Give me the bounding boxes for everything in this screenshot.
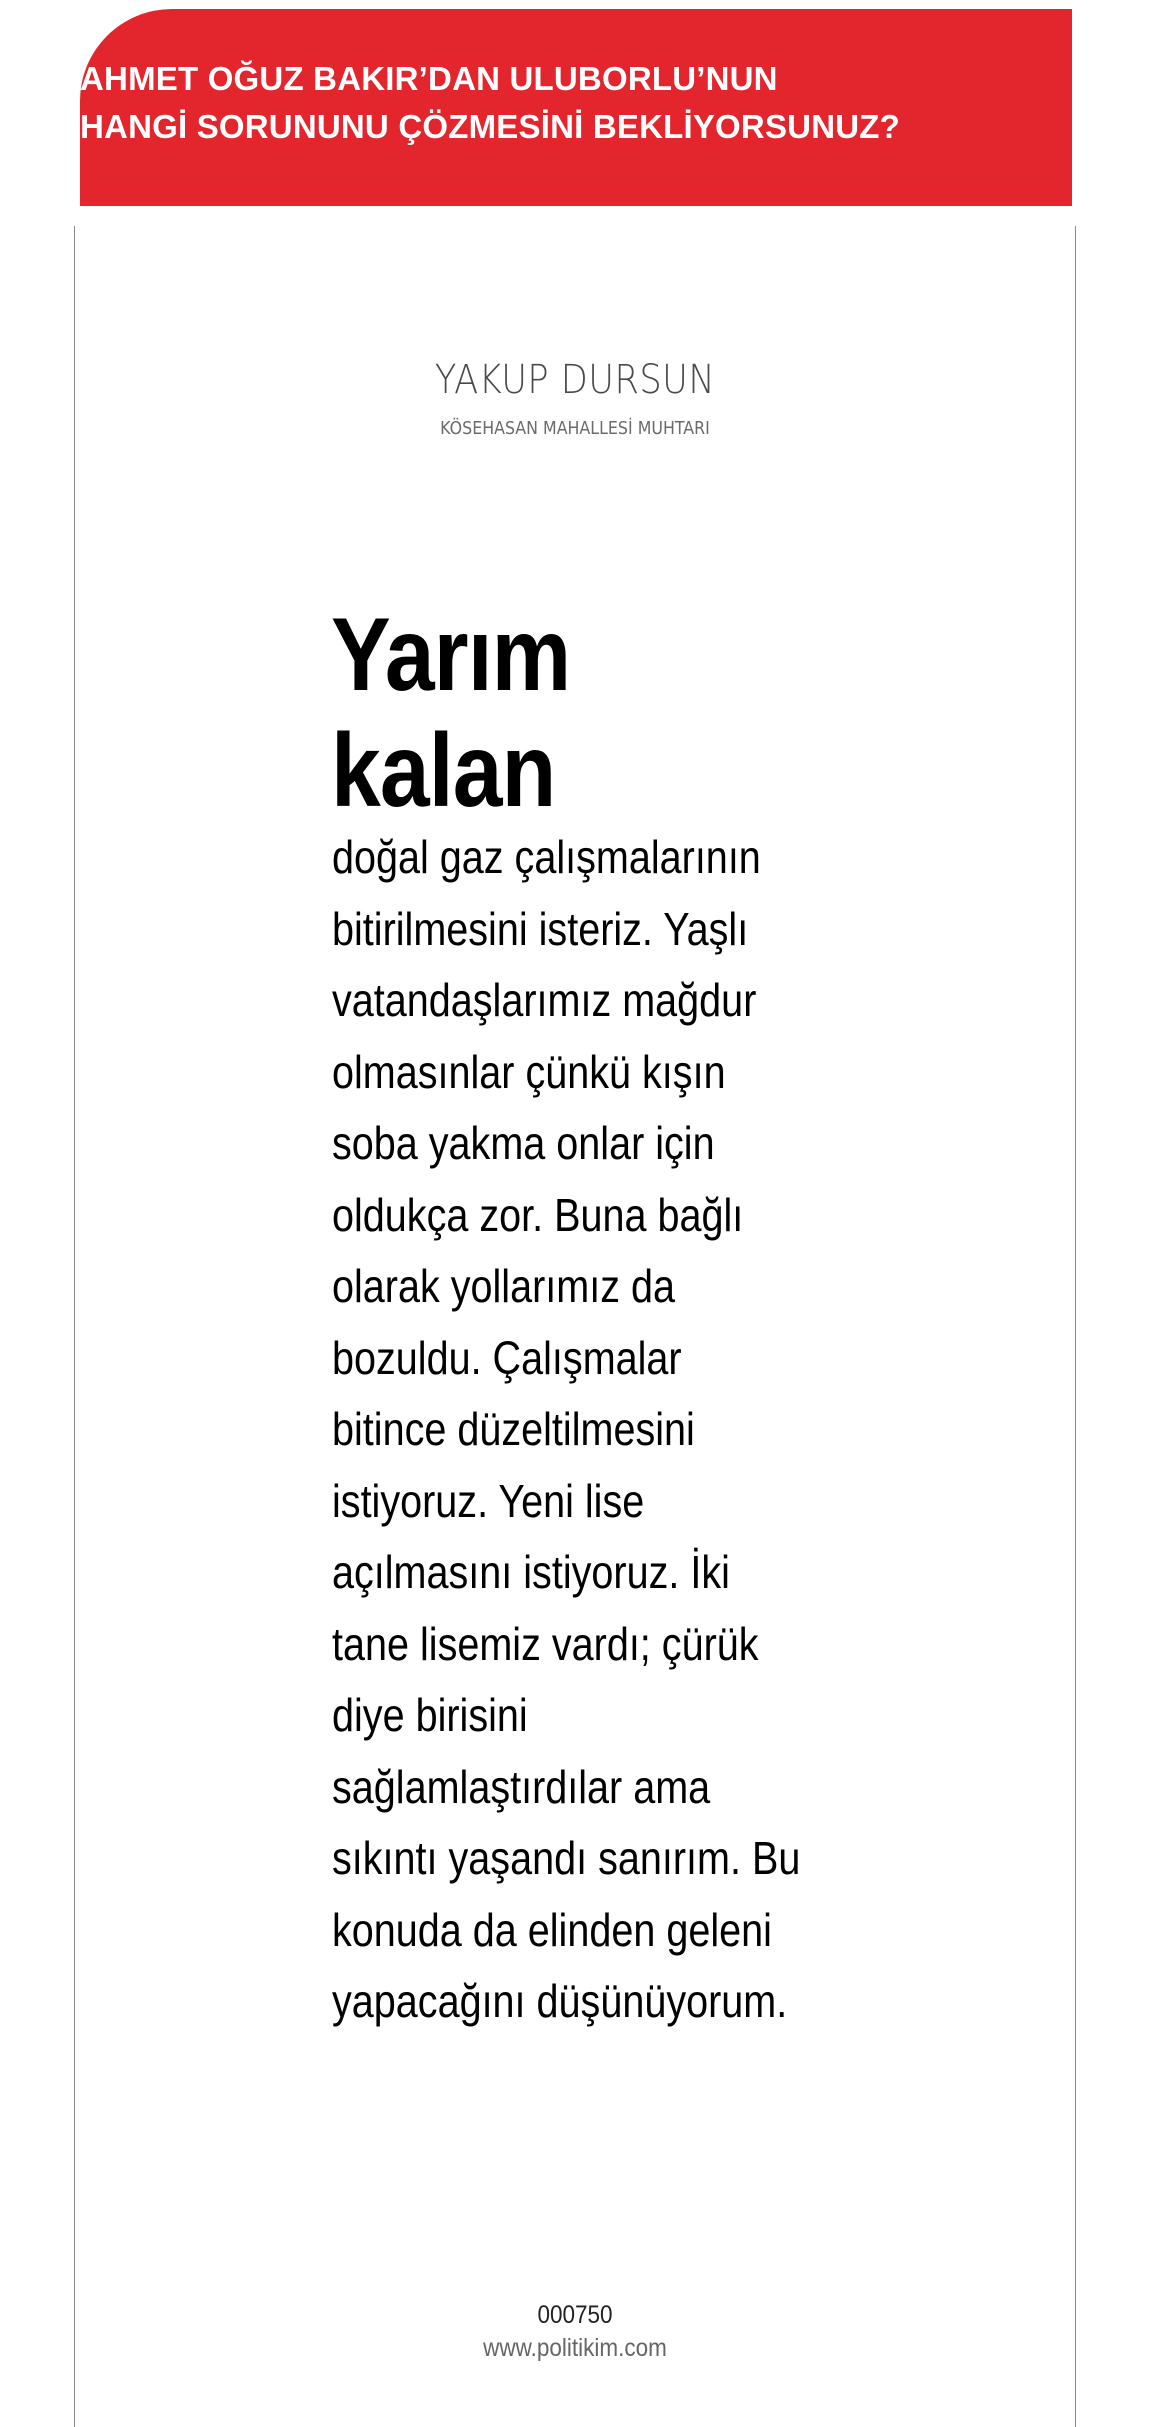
body-line: soba yakma onlar için [332, 1117, 715, 1169]
body-line: sıkıntı yaşandı sanırım. Bu [332, 1832, 801, 1884]
body-line: tane lisemiz vardı; çürük [332, 1617, 759, 1670]
person-role: KÖSEHASAN MAHALLESİ MUHTARI [440, 418, 710, 439]
person-name: YAKUP DURSUN [434, 357, 716, 403]
body-line: doğal gaz çalışmalarının [332, 831, 761, 883]
body-line: diye birisini [332, 1689, 528, 1741]
title-line-1: AHMET OĞUZ BAKIR’DAN ULUBORLU’NUN [80, 60, 778, 97]
body-line: olmasınlar çünkü kışın [332, 1045, 726, 1098]
headline-line-2: kalan [331, 713, 556, 829]
website-link[interactable]: www.politikim.com [483, 2334, 667, 2362]
title-line-2: HANGİ SORUNUNU ÇÖZMESİNİ BEKLİYORSUNUZ? [80, 108, 900, 145]
body-line: açılmasını istiyoruz. İki [332, 1546, 730, 1598]
body-line: konuda da elinden geleni [332, 1903, 772, 1956]
body-line: istiyoruz. Yeni lise [332, 1474, 645, 1527]
body-line: bitince düzeltilmesini [332, 1403, 695, 1455]
body-line: sağlamlaştırdılar ama [332, 1760, 711, 1813]
body-line: olarak yollarımız da [332, 1260, 675, 1312]
footer-code: 000750 [537, 2301, 613, 2329]
body-line: bitirilmesini isteriz. Yaşlı [332, 902, 749, 955]
article-body [332, 822, 814, 2038]
body-line: bozuldu. Çalışmalar [332, 1331, 682, 1384]
page-title [80, 55, 980, 151]
article-headline [331, 597, 761, 829]
body-line: yapacağını düşünüyorum. [332, 1975, 788, 2027]
body-line: oldukça zor. Buna bağlı [332, 1188, 744, 1241]
headline-line-1: Yarım [331, 597, 571, 713]
body-line: vatandaşlarımız mağdur [332, 974, 757, 1026]
